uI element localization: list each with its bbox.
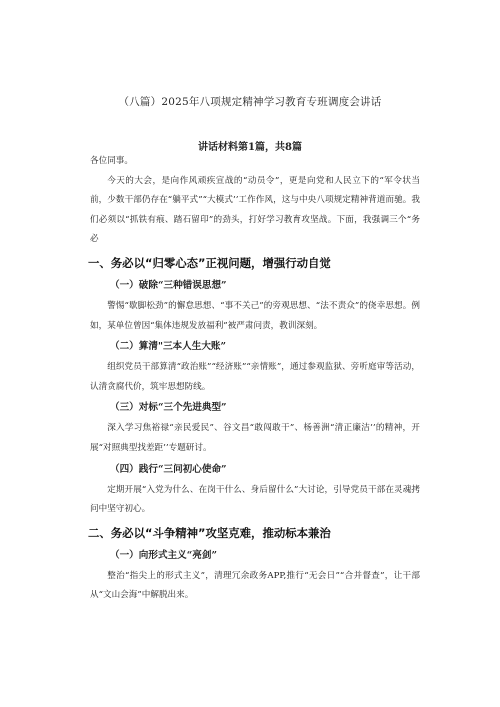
document-subtitle: 讲话材料第1篇，共8篇 bbox=[198, 142, 302, 153]
subsection-paragraph: 整治“指尖上的形式主义”，清理冗余政务APP,推行“无会日”“合并督查”，让干部从“文山会海”中解脱出来。 bbox=[90, 570, 420, 601]
subsection-paragraph: 警惕“歇脚松劲”的懈怠思想、“事不关己”的旁观思想、“法不责众”的侥幸思想。例如，某单位曾因“集体违规发放福利”被严肃问责，教训深刻。 bbox=[90, 300, 420, 331]
subsection-heading: （四）践行“三问初心使命” bbox=[110, 463, 227, 475]
document-title: （八篇）2025年八项规定精神学习教育专班调度会讲话 bbox=[118, 96, 382, 108]
subsection-heading: （一）向形式主义“亮剑” bbox=[110, 549, 217, 561]
subsection-paragraph: 组织党员干部算清“政治账”“经济账”“亲情账”，通过参观监狱、旁听庭审等活动，认清贪腐代价，筑牢思想防线。 bbox=[90, 362, 420, 392]
subsection-paragraph: 深入学习焦裕禄“亲民爱民”、谷文昌“敢闯敢干”、杨善洲“清正廉洁’’的精神，开展“对照典型找差距’’专题研讨。 bbox=[90, 423, 420, 453]
section-heading-2: 二、务必以“斗争精神”攻坚克难，推动标本兼治 bbox=[88, 525, 331, 540]
subsection-heading: （一）破除“三种错误思想” bbox=[110, 279, 227, 291]
section-heading-1: 一、务必以“归零心态”正视问题，增强行动自觉 bbox=[88, 255, 331, 270]
subsection-paragraph: 定期开展“入党为什么、在岗干什么、身后留什么”大讨论，引导党员干部在灵魂拷问中坚守初心。 bbox=[90, 484, 420, 515]
greeting: 各位同事。 bbox=[90, 156, 133, 166]
subsection-heading: （二）算清"三本人生大账” bbox=[110, 341, 227, 353]
subsection-heading: （三）对标“三个先进典型” bbox=[110, 402, 227, 414]
document-body bbox=[90, 152, 420, 606]
intro-paragraph: 今天的大会，是向作风顽疾宣战的“动员令”，更是向党和人民立下的“军令状当前，少数干部仍存在“躺平式”“大模式’’工作作风，这与中央八项规定精神背道而驰。我们必须以“抓铁有痕、踏石留印”的劲头，打好学习教育攻坚战。下面，我强调三个“务必 bbox=[90, 175, 420, 245]
